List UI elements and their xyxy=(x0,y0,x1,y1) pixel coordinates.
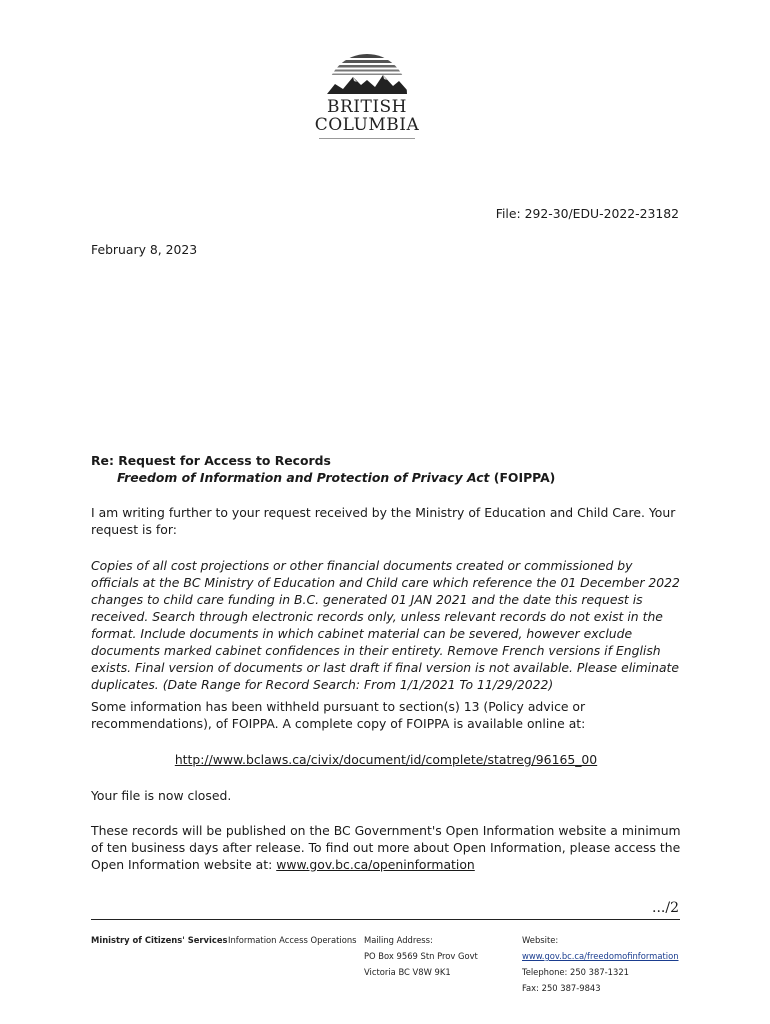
logo-underline xyxy=(319,138,415,139)
mailing-line-1: PO Box 9569 Stn Prov Govt xyxy=(364,951,478,961)
subject-block xyxy=(91,452,681,486)
subject-line: Re: Request for Access to Records xyxy=(91,453,331,468)
bc-logo xyxy=(311,44,423,139)
closed-paragraph: Your file is now closed. xyxy=(91,788,232,803)
open-info-link[interactable]: www.gov.bc.ca/openinformation xyxy=(276,857,475,872)
footer-website xyxy=(522,932,679,996)
act-line xyxy=(91,469,681,486)
footer-department: Information Access Operations xyxy=(228,935,357,945)
mailing-line-2: Victoria BC V8W 9K1 xyxy=(364,967,451,977)
footer-ministry: Ministry of Citizens' Services xyxy=(91,935,228,945)
file-number: File: 292-30/EDU-2022-23182 xyxy=(495,206,679,221)
mailing-label: Mailing Address: xyxy=(364,935,433,945)
page-number: .../2 xyxy=(652,900,679,916)
request-text: Copies of all cost projections or other financial documents created or commissioned by officials at the BC Ministry of Education and Child care which reference the 01 December 2022 changes to child care funding in B.C. generated 01 JAN 2021 and the date this request is received. Search through electronic records only, unless relevant records do not exist in the format. Include documents in which cabinet material can be severed, however exclude documents marked cabinet confidences in their entirety. Remove French versions if English exists. Final version of documents or last draft if final version is not available. Please eliminate duplicates. (Date Range for Record Search: From 1/1/2021 To 11/29/2022) xyxy=(91,558,680,692)
letter-date: February 8, 2023 xyxy=(91,242,198,257)
fax: Fax: 250 387-9843 xyxy=(522,983,601,993)
foippa-link-line xyxy=(91,751,681,768)
act-abbreviation: (FOIPPA) xyxy=(489,470,556,485)
act-title: Freedom of Information and Protection of Privacy Act xyxy=(117,470,490,485)
open-info-text: These records will be published on the BC Government's Open Information website a minimum of ten business days after release. To find out more about Open Information, please access the Open Information website at: xyxy=(91,823,681,872)
website-label: Website: xyxy=(522,935,559,945)
open-info-paragraph xyxy=(91,822,681,873)
footer-divider xyxy=(91,919,680,920)
bc-sun-mountains-icon xyxy=(325,44,409,98)
foippa-link[interactable]: http://www.bclaws.ca/civix/document/id/complete/statreg/96165_00 xyxy=(174,752,598,767)
logo-line-columbia: COLUMBIA xyxy=(314,115,420,135)
withheld-paragraph: Some information has been withheld pursuant to section(s) 13 (Policy advice or recommendations), of FOIPPA. A complete copy of FOIPPA is available online at: xyxy=(91,699,586,731)
telephone: Telephone: 250 387-1321 xyxy=(522,967,629,977)
website-link[interactable]: www.gov.bc.ca/freedomofinformation xyxy=(522,951,679,961)
logo-line-british: BRITISH xyxy=(326,97,408,117)
footer-mailing-address xyxy=(364,932,478,980)
intro-paragraph: I am writing further to your request received by the Ministry of Education and Child Care. Your request is for: xyxy=(91,505,676,537)
